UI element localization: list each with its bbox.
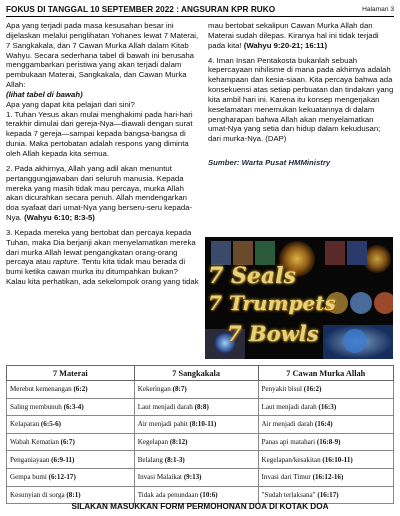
cell-reference: (8:7) (172, 385, 187, 394)
point-3-text-a: 3. Kepada mereka yang bertobat dan percaya kepada Tuhan, maka Dia berjanji akan menyelamatkan mereka dari murka Allah lewat pengangkatan orang-orang percaya atau (6, 227, 196, 267)
page-header (6, 3, 394, 17)
cell-reference: (8:12) (169, 438, 188, 447)
cell-reference: (6:7) (60, 438, 75, 447)
cell-text: Belalang (137, 455, 165, 464)
cell-text: Air menjadi pahit (137, 420, 190, 429)
table-cell (134, 433, 258, 451)
cell-reference: (16:17) (317, 490, 339, 499)
table-row (7, 416, 394, 434)
point-3 (6, 228, 199, 287)
cell-text: Invasi dari Timur (261, 473, 313, 482)
table-cell (7, 433, 135, 451)
cell-reference: (16:4) (314, 420, 333, 429)
point-3-text-b: . Tentu kita tidak mau berada di bumi ketika cawan murka itu ditumpahkan bukan? Kalau kita perhatikan, ada sekelompok orang yang tidak (6, 257, 199, 287)
judgments-table (6, 365, 394, 504)
table-row (7, 381, 394, 399)
continued-ref: (Wahyu 9:20-21; 16:11) (243, 40, 328, 50)
header-cawan: 7 Cawan Murka Allah (258, 366, 393, 381)
cell-text: Penyakit bisul (261, 385, 304, 394)
table-cell (134, 416, 258, 434)
page-number: Halaman 3 (362, 6, 394, 13)
table-cell (7, 416, 135, 434)
continued-text: mau bertobat sekalipun Cawan Murka Allah dan Materai sudah dilepas. Kiranya hal ini tidak terjadi pada kita! (208, 21, 379, 50)
point-2 (6, 164, 199, 223)
table-cell (134, 451, 258, 469)
header-sangkakala: 7 Sangkakala (134, 366, 258, 381)
cell-text: Penganiayaan (10, 455, 52, 464)
cell-text: Gempa bumi (10, 473, 49, 482)
cell-reference: (16:2) (303, 385, 322, 394)
cell-text: Saling membunuh (10, 402, 64, 411)
table-body (7, 381, 394, 504)
table-header-row (7, 366, 394, 381)
cell-text: Air menjadi darah (261, 420, 315, 429)
table-row (7, 433, 394, 451)
point-3-continued (208, 21, 395, 51)
trumpets-label: 7 Trumpets (208, 291, 336, 315)
right-column (208, 21, 395, 173)
source-credit: Sumber: Warta Pusat HMMinistry (208, 158, 331, 168)
cell-text: Kesunyian di sorga (10, 490, 67, 499)
table-cell (258, 433, 393, 451)
table-row (7, 468, 394, 486)
cell-reference: (8:8) (194, 402, 209, 411)
cell-reference: (6:12-17) (48, 473, 76, 482)
table-cell (258, 381, 393, 399)
cell-reference: (10:6) (199, 490, 218, 499)
cell-text: "Sudah terlaksana" (261, 490, 318, 499)
table-cell (134, 381, 258, 399)
table-row (7, 451, 394, 469)
cell-text: Laut menjadi darah (261, 402, 319, 411)
cell-reference: (16:10-11) (322, 455, 353, 464)
table-cell (258, 468, 393, 486)
table-cell (258, 416, 393, 434)
cell-reference: (16:3) (318, 402, 337, 411)
point-2-text: 2. Pada akhirnya, Allah yang adil akan menuntut pertanggungjawaban dari seluruh manusia. Kepada mereka yang masih tidak mau percaya, murka Allah akan dicurahkan secara penuh. Allah mendengarkan doa syafaat dari umat-Nya yang berseru-seru kepada-Nya. (6, 163, 193, 223)
cell-text: Kelaparan (10, 420, 41, 429)
seals-label: 7 Seals (208, 263, 296, 289)
cell-reference: (8:10-11) (189, 420, 217, 429)
seals-trumpets-bowls-image (205, 237, 393, 359)
table-note: (lihat tabel di bawah) (6, 89, 83, 99)
footer-notice: SILAKAN MASUKKAN FORM PERMOHONAN DOA DI KOTAK DOA (71, 502, 329, 511)
cell-reference: (6:3-4) (63, 402, 84, 411)
bowls-label: 7 Bowls (227, 321, 319, 346)
table-cell (7, 468, 135, 486)
left-column (6, 21, 199, 287)
cell-text: Panas api matahari (261, 438, 317, 447)
point-2-ref: (Wahyu 6:10; 8:3-5) (24, 213, 95, 223)
point-1: 1. Tuhan Yesus akan mulai menghakimi pada hari-hari terakhir dimulai dari gereja-Nya—diawali dengan surat kepada 7 gereja—sampai kepada bangsa-bangsa di dunia. Maka pertobatan adalah respons yang diminta oleh Allah kepada kita semua. (6, 109, 193, 158)
header-materai: 7 Materai (7, 366, 135, 381)
cell-reference: (6:2) (73, 385, 88, 394)
cell-text: Laut menjadi darah (137, 402, 195, 411)
intro-paragraph: Apa yang terjadi pada masa kesusahan besar ini dijelaskan melalui penglihatan Yohanes lewat 7 Materai, 7 Sangkakala, dan 7 Cawan Murka Allah dalam Kitab Wahyu. Secara sederhana tabel di bawah ini berusaha menggambarkan peristiwa yang akan terjadi dalam pembukaan Materai, Sangkakala, dan Cawan Murka Allah: (6, 21, 199, 90)
cell-reference: (6:5-6) (40, 420, 62, 429)
point-3-emphasis: rapture (52, 257, 78, 267)
cell-text: Invasi Malaikat (137, 473, 184, 482)
question: Apa yang dapat kita pelajari dari sini? (6, 99, 135, 109)
cell-reference: (8:1-3) (164, 455, 185, 464)
cell-reference: (16:8-9) (316, 438, 341, 447)
cell-text: Kegelapan (137, 438, 170, 447)
table-cell (258, 398, 393, 416)
table-cell (7, 398, 135, 416)
table-cell (134, 398, 258, 416)
cell-reference: (16:12-16) (312, 473, 344, 482)
table-cell (134, 468, 258, 486)
cell-reference: (8:1) (66, 490, 81, 499)
cell-text: Tidak ada penundaan (137, 490, 200, 499)
cell-text: Merebut kemenangan (10, 385, 74, 394)
table-cell (258, 451, 393, 469)
cell-text: Kekeringan (137, 385, 173, 394)
table-cell (7, 381, 135, 399)
cell-text: Kegelapan/kesakitan (261, 455, 323, 464)
header-title: FOKUS DI TANGGAL 10 SEPTEMBER 2022 : ANGSURAN KPR RUKO (6, 5, 276, 14)
cell-text: Wabah Kematian (10, 438, 61, 447)
table-cell (7, 451, 135, 469)
table-row (7, 398, 394, 416)
cell-reference: (6:9-11) (51, 455, 75, 464)
cell-reference: (9:13) (183, 473, 202, 482)
point-4: 4. Iman Insan Pentakosta bukanlah sebuah kepercayaan nihilisme di mana pada akhirnya adalah kehampaan dan kesia-siaan. Kita percaya bahwa ada konsekuensi atas setiap perbuatan dan tindakan yang kita ambil hari ini. Karena itu konsep mengerjakan keselamatan menemukan kekuatannya di dalam pengharapan bahwa Allah akan menyelamatkan umat-Nya yang setia dan hidup dalam kekudusan; dari murka-Nya. (DAP) (208, 55, 394, 144)
